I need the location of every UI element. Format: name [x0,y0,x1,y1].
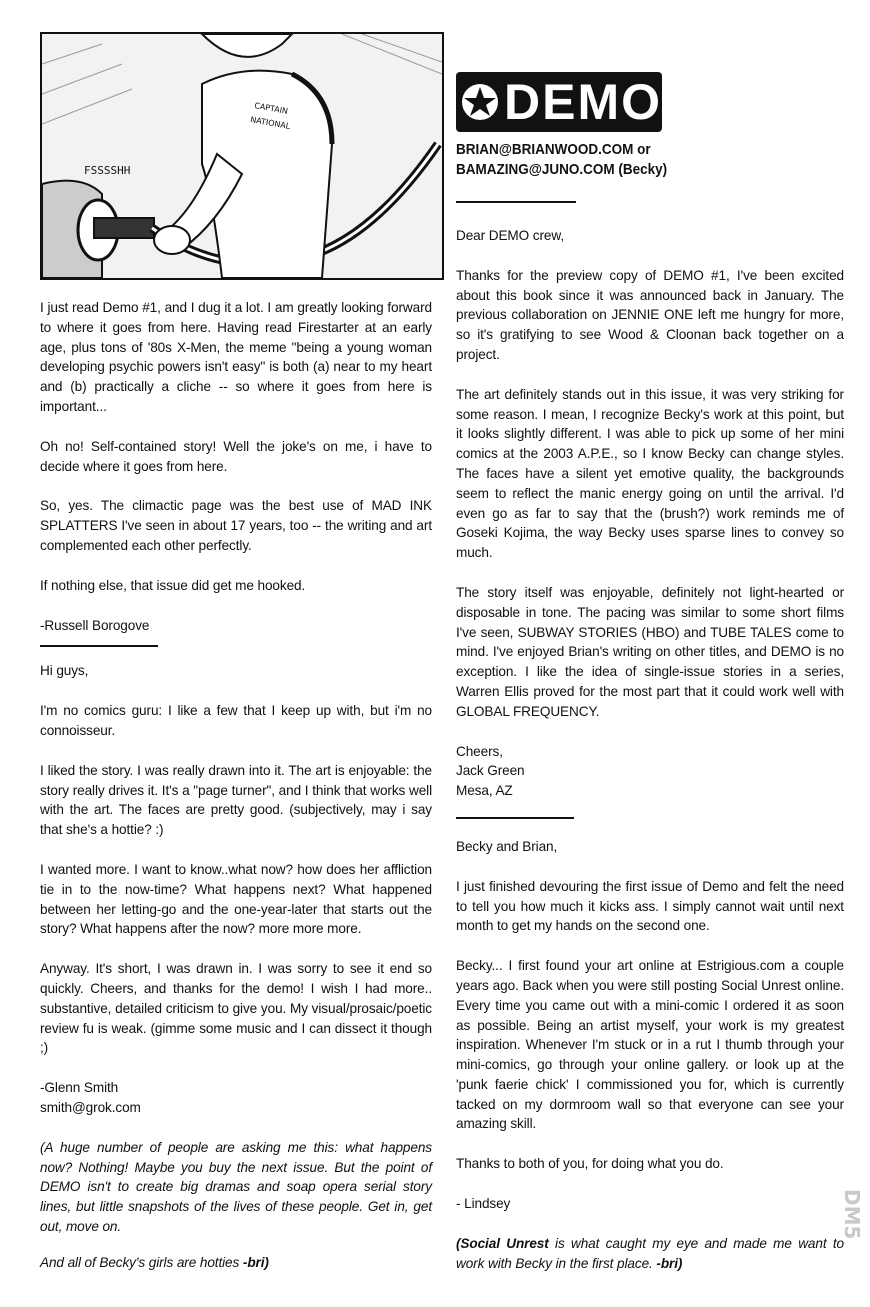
letter-paragraph: I'm no comics guru: I like a few that I keep up with, but i'm no connoisseur. [40,703,432,738]
signature-closing: Cheers, [456,743,503,759]
letter-greeting: Becky and Brian, [456,838,558,854]
signature-name: -Glenn Smith [40,1080,119,1096]
letter-paragraph: I just read Demo #1, and I dug it a lot. I am greatly looking forward to where it goes from here. Having read Firestarter at an early age, plus tons of '80s X-Men, the meme "being a young woman developing psychic powers isn't easy" is both (a) near to my heart and (b) practically a cliche -- so where it goes from here is important... [40,300,432,414]
logo-wordmark: DEMO [504,74,662,130]
site-watermark-logo: DM5 [840,1189,864,1240]
letter-paragraph: Hi guys, [40,663,89,679]
letter-paragraph: Becky... I first found your art online at Estrigious.com a couple years ago. Back when you were still posting Social Unrest online. Every time you came out with a mini-comic I ordered it as soon as possible. Being an artist myself, your work is my greatest inspiration. Whenever I'm stuck or in a rut I thumb through your mini-comics, go through your online gallery. or look up at the 'punk faerie chick' I commissioned you for, which is currently tacked on my dormroom wall so that everyone can see your amazing skill. [456,958,844,1132]
sound-effect-text: FSSSSHH [84,164,131,177]
editor-reply-text: is what caught my eye and made me want to work with Becky in the first place. [456,1235,844,1271]
letter-paragraph: So, yes. The climactic page was the best use of MAD INK SPLATTERS I've seen in about 17 years, too -- the writing and art complemented each other perfectly. [40,498,432,553]
letter-paragraph: Thanks to both of you, for doing what you do. [456,1156,724,1172]
letter-signature [456,742,844,801]
editor-reply [456,1234,844,1274]
demo-logo [456,72,662,132]
star-icon [456,72,504,132]
editor-signature: -bri) [242,1254,269,1270]
signature-name: Jack Green [456,763,525,779]
contact-email-becky[interactable]: BAMAZING@JUNO.COM (Becky) [456,161,668,178]
right-column [456,226,844,1293]
signature-location: Mesa, AZ [456,783,513,799]
editor-reply: (A huge number of people are asking me this: what happens now? Nothing! Maybe you buy the next issue. But the point of DEMO isn't to create big dramas and soap opera serial story lines, but little snapshots of the lives of these people. Get in, get out, move on. [40,1139,432,1234]
letter-greeting: Dear DEMO crew, [456,228,565,243]
editor-signature: -bri) [656,1255,683,1271]
left-column [40,298,432,1292]
editor-reply-text: And all of Becky's girls are hotties [40,1254,243,1270]
girl-pumping-gas-illustration [42,34,442,278]
divider [456,201,576,203]
divider [40,645,158,647]
shirt-logo-line-2: NATIONAL [249,115,291,131]
signature-email: smith@grok.com [40,1099,141,1115]
letter-paragraph: Oh no! Self-contained story! Well the joke's on me, i have to decide where it goes from here. [40,438,432,474]
comic-panel-illustration [40,32,444,280]
divider [456,817,574,819]
letter-paragraph: Thanks for the preview copy of DEMO #1, I've been excited about this book since it was announced back in January. The previous collaboration on JENNIE ONE left me hungry for more, so it's gratifying to see Wood & Cloonan back together on a project. [456,267,844,362]
letter-paragraph: I just finished devouring the first issue of Demo and felt the need to tell you how much it kicks ass. I simply cannot wait until next month to get my hands on the second one. [456,878,844,934]
letter-paragraph: I wanted more. I want to know..what now? how does her affliction tie in to the now-time? What happens next? What happened between her letting-go and the one-year-later that starts out the story? What happens after the now? more more more. [40,861,432,937]
letter-signature: - Lindsey [456,1196,511,1212]
shirt-logo-line-1: CAPTAIN [253,101,289,116]
letter-paragraph: The art definitely stands out in this issue, it was very striking for some reason. I mean, I recognize Becky's work at this point, but it looks slightly different. I was able to pick up some of her mini comics at the 2003 A.P.E., so I know Becky can change styles. The faces have a silent yet emotive quality, the backgrounds seem to reflect the manic energy going on until the arrival. I'd even go as far to say that the (brush?) work reminds me of Goseki Kojima, the way Becky uses sparse lines to convey so much. [456,386,844,561]
editor-reply-title: (Social Unrest [456,1235,549,1251]
letter-paragraph: I liked the story. I was really drawn into it. The art is enjoyable: the story really drives it. It's a "page turner", and I think that works well with the art. The faces are pretty good. (subjectively, may i say that she's a hottie? :) [40,762,432,838]
letter-paragraph: The story itself was enjoyable, definitely not light-hearted or disposable in tone. The pacing was similar to some short films I've seen, SUBWAY STORIES (HBO) and TUBE TALES come to mind. I've enjoyed Brian's writing on other titles, and DEMO is no exception. I like the idea of single-issue stories in a series, Warren Ellis proved for the most part that it could work well with GLOBAL FREQUENCY. [456,584,844,719]
contact-email-brian[interactable]: BRIAN@BRIANWOOD.COM or [456,141,651,158]
letter-signature [40,1078,432,1118]
letter-paragraph: If nothing else, that issue did get me hooked. [40,577,306,593]
contact-emails [456,140,667,180]
letter-paragraph: Anyway. It's short, I was drawn in. I was sorry to see it end so quickly. Cheers, and thanks for the demo! I wish I had more.. substantive, detailed criticism to give you. My visual/prosaic/poetic review fu is weak. (gimme some music and I can dissect it though ;) [40,961,432,1056]
letter-signature: -Russell Borogove [40,617,150,633]
editor-reply-closing [40,1253,432,1273]
